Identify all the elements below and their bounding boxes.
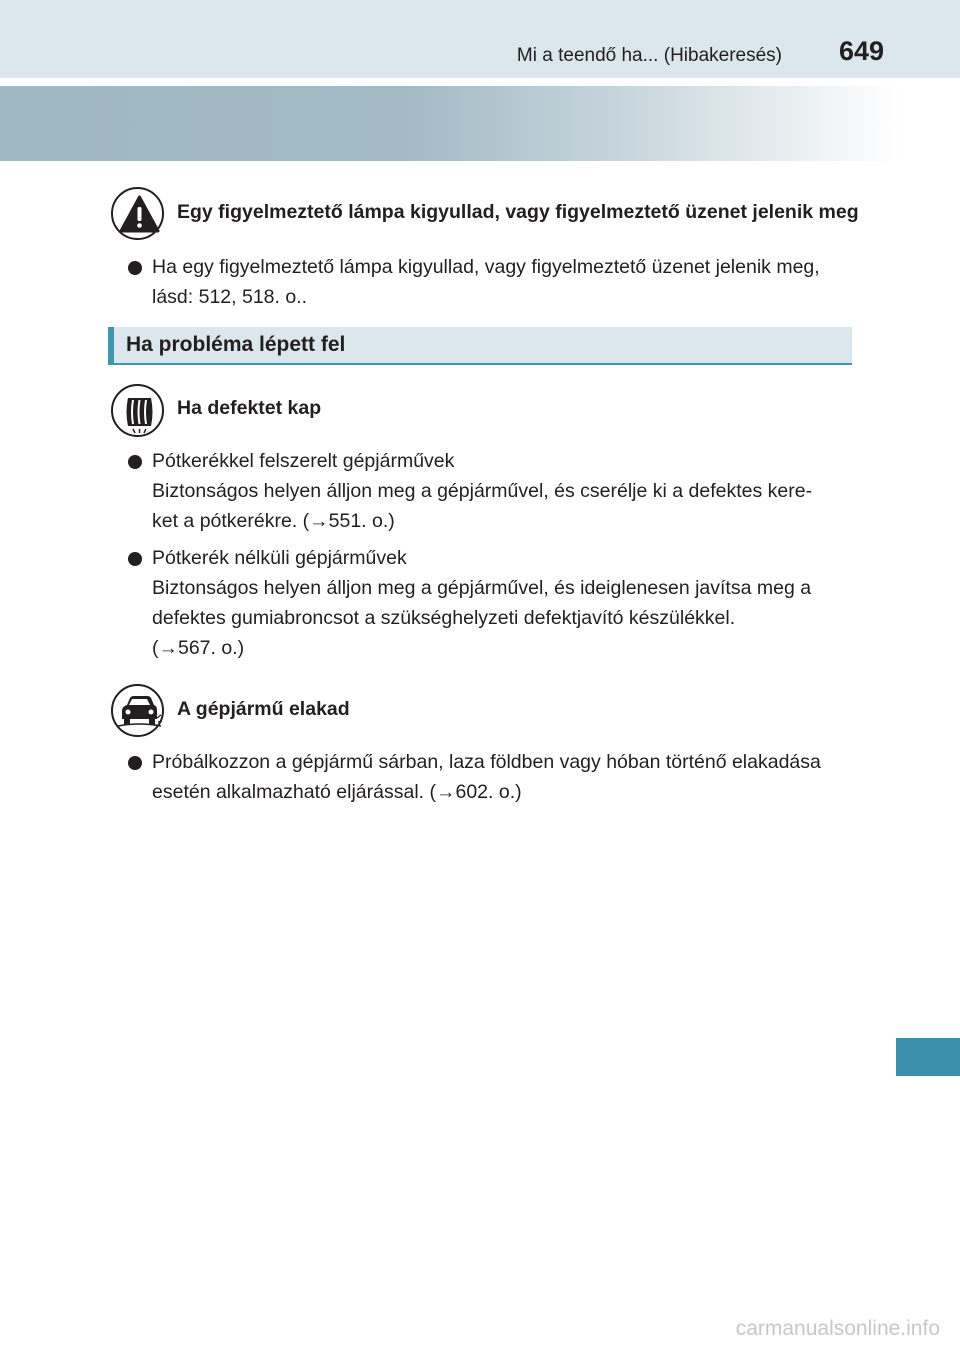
watermark: carmanualsonline.info: [735, 1317, 940, 1340]
no-spare-text: [152, 543, 848, 663]
page-number: 649: [838, 36, 884, 66]
flat-tire-heading: Ha defektet kap: [177, 397, 322, 419]
stuck-text: [152, 747, 848, 807]
bullet-no-spare: [128, 552, 142, 566]
stuck-line1: Próbálkozzon a gépjármű sárban, laza földben vagy hóban történő elakadása: [152, 751, 821, 773]
warning-heading: Egy figyelmeztető lámpa kigyullad, vagy figyelmeztető üzenet jelenik meg: [177, 201, 859, 223]
header-gradient-band: [0, 86, 900, 161]
warning-triangle-icon: [111, 187, 164, 240]
warning-text-line2: lásd: 512, 518. o..: [152, 286, 308, 308]
spare-wheel-line1: Biztonságos helyen álljon meg a gépjárművel, és cserélje ki a defektes kere-: [152, 480, 813, 502]
stuck-heading: A gépjármű elakad: [177, 698, 350, 720]
warning-text: [152, 252, 848, 312]
warning-text-line1: Ha egy figyelmeztető lámpa kigyullad, vagy figyelmeztető üzenet jelenik meg,: [152, 256, 820, 278]
bullet-stuck: [128, 756, 142, 770]
stuck-vehicle-icon: [111, 684, 164, 737]
header-band: [0, 0, 960, 78]
header-title: Mi a teendő ha... (Hibakeresés): [516, 45, 782, 66]
spare-wheel-line2: ket a pótkerékre. (→551. o.): [152, 510, 395, 532]
section-title: Ha probléma lépett fel: [126, 333, 346, 356]
no-spare-line2: defektes gumiabroncsot a szükséghelyzeti defektjavító készülékkel.: [152, 607, 736, 629]
chapter-tab: [896, 1038, 960, 1076]
no-spare-title: Pótkerék nélküli gépjárművek: [152, 547, 407, 569]
no-spare-line3: (→567. o.): [152, 637, 245, 659]
flat-tire-icon: [111, 384, 164, 437]
no-spare-line1: Biztonságos helyen álljon meg a gépjárművel, és ideiglenesen javítsa meg a: [152, 577, 812, 599]
spare-wheel-text: [152, 446, 848, 536]
section-header: [108, 327, 852, 365]
bullet-warning: [128, 261, 142, 275]
section-accent: [108, 327, 114, 363]
stuck-line2: esetén alkalmazható eljárással. (→602. o.): [152, 781, 522, 803]
spare-wheel-title: Pótkerékkel felszerelt gépjárművek: [152, 450, 455, 472]
bullet-spare-wheel: [128, 455, 142, 469]
